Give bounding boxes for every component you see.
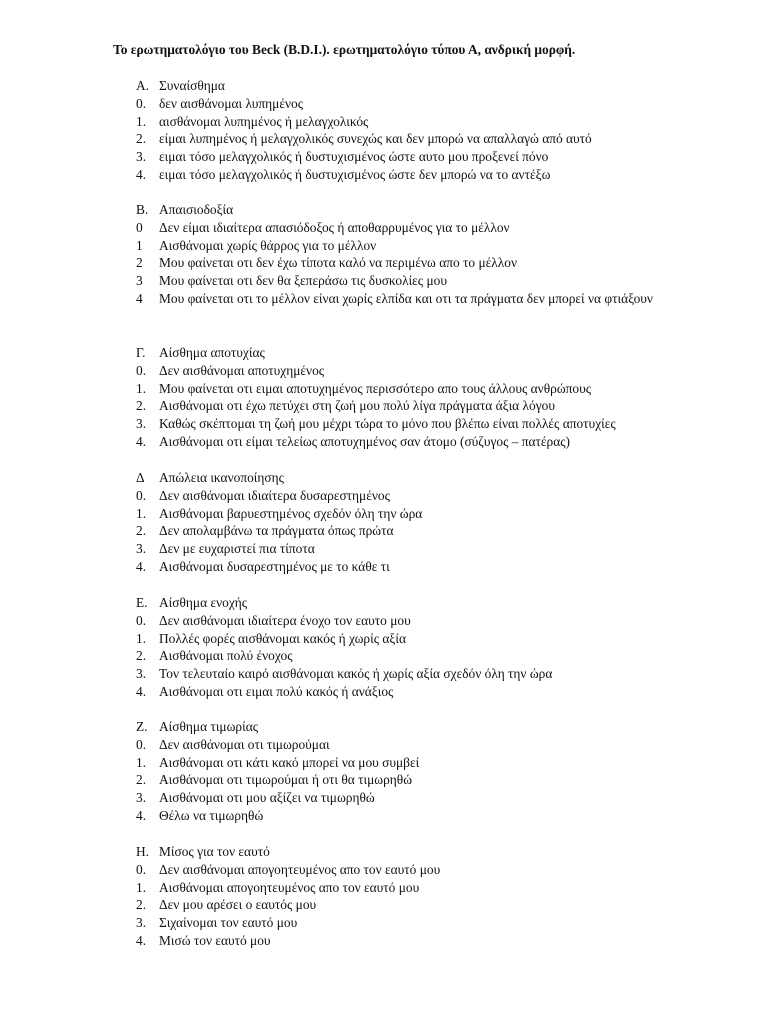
item-text: Δεν αισθάνομαι οτι τιμωρούμαι [159, 736, 330, 752]
item-text: ειμαι τόσο μελαγχολικός ή δυστυχισμένος ώστε δεν μπορώ να το αντέξω [159, 166, 551, 182]
item-text: Πολλές φορές αισθάνομαι κακός ή χωρίς αξία [159, 630, 406, 646]
section-heading-row [136, 469, 696, 487]
list-item [136, 665, 696, 683]
item-number: 4. [136, 932, 147, 948]
item-text: Σιχαίνομαι τον εαυτό μου [159, 915, 298, 931]
section-feeling [136, 77, 696, 184]
item-text: είμαι λυπημένος ή μελαγχολικός συνεχώς και δεν μπορώ να απαλλαγώ από αυτό [159, 131, 592, 147]
list-item [136, 130, 696, 148]
item-text: Αισθάνομαι οτι τιμωρούμαι ή οτι θα τιμωρηθώ [159, 772, 413, 788]
section-heading: Απώλεια ικανοποίησης [159, 470, 284, 485]
item-text: αισθάνομαι λυπημένος ή μελαγχολικός [159, 113, 369, 129]
item-number: 0. [136, 362, 147, 378]
section-letter: Δ [136, 470, 145, 485]
item-number: 2. [136, 897, 147, 913]
item-number: 3. [136, 416, 147, 432]
list-item [136, 736, 696, 754]
item-number: 1. [136, 380, 147, 396]
list-item [136, 540, 696, 558]
section-heading-row [136, 718, 696, 736]
item-number: 2. [136, 523, 147, 539]
list-item [136, 896, 696, 914]
section-self-hatred [136, 843, 696, 950]
item-text: Δεν απολαμβάνω τα πράγματα όπως πρώτα [159, 523, 394, 539]
item-number: 2. [136, 772, 147, 788]
section-heading: Αίσθημα αποτυχίας [159, 345, 265, 360]
item-text: Αισθάνομαι οτι έχω πετύχει στη ζωή μου πολύ λίγα πράγματα άξια λόγου [159, 398, 555, 414]
section-letter: Β. [136, 202, 149, 217]
item-text: Αισθάνομαι πολύ ένοχος [159, 648, 293, 664]
item-number: 1. [136, 630, 147, 646]
item-text: Δεν με ευχαριστεί πια τίποτα [159, 541, 315, 557]
section-failure [136, 344, 696, 451]
item-number: 4. [136, 683, 147, 699]
item-number: 0. [136, 861, 147, 877]
section-heading-row [136, 594, 696, 612]
list-item [136, 558, 696, 576]
section-loss-of-satisfaction [136, 469, 696, 576]
item-number: 1. [136, 879, 147, 895]
item-number: 1. [136, 113, 147, 129]
item-text: Μισώ τον εαυτό μου [159, 932, 271, 948]
item-number: 3. [136, 666, 147, 682]
item-number: 3. [136, 541, 147, 557]
section-guilt [136, 594, 696, 701]
item-number: 0. [136, 95, 147, 111]
section-heading: Μίσος για τον εαυτό [159, 844, 270, 859]
item-number: 1. [136, 505, 147, 521]
item-number: 0. [136, 612, 147, 628]
item-number: 0. [136, 487, 147, 503]
section-heading-row [136, 344, 696, 362]
item-text: δεν αισθάνομαι λυπημένος [159, 95, 303, 111]
item-number: 3 [136, 273, 143, 289]
item-number: 0. [136, 736, 147, 752]
item-text: Αισθάνομαι βαρυεστημένος σχεδόν όλη την ώρα [159, 505, 423, 521]
item-number: 3. [136, 915, 147, 931]
document-title: Το ερωτηματολόγιο του Beck (B.D.I.). ερωτηματολόγιο τύπου Α, ανδρική μορφή. [113, 42, 576, 57]
list-item [136, 771, 696, 789]
section-letter: Η. [136, 844, 150, 859]
item-text: Μου φαίνεται οτι το μέλλον είναι χωρίς ελπίδα και οτι τα πράγματα δεν μπορεί να φτιάξουν [159, 290, 653, 306]
list-item [136, 433, 696, 451]
list-item [136, 113, 696, 131]
section-letter: Α. [136, 78, 150, 93]
item-number: 4. [136, 558, 147, 574]
item-number: 1 [136, 237, 143, 253]
list-item [136, 362, 696, 380]
section-letter: Ε. [136, 595, 148, 610]
section-letter: Γ. [136, 345, 146, 360]
list-item [136, 148, 696, 166]
section-letter: Ζ. [136, 719, 148, 734]
list-item [136, 166, 696, 184]
item-number: 1. [136, 754, 147, 770]
item-text: Θέλω να τιμωρηθώ [159, 807, 264, 823]
item-text: Αισθάνομαι δυσαρεστημένος με το κάθε τι [159, 558, 390, 574]
list-item [136, 487, 696, 505]
section-heading-row [136, 201, 696, 219]
list-item [136, 290, 696, 308]
section-heading: Αίσθημα ενοχής [159, 595, 248, 610]
item-text: Δεν αισθάνομαι αποτυχημένος [159, 362, 325, 378]
item-text: Τον τελευταίο καιρό αισθάνομαι κακός ή χωρίς αξία σχεδόν όλη την ώρα [159, 666, 553, 682]
item-number: 2. [136, 131, 147, 147]
section-pessimism [136, 201, 696, 308]
item-text: Δεν μου αρέσει ο εαυτός μου [159, 897, 317, 913]
item-text: ειμαι τόσο μελαγχολικός ή δυστυχισμένος ώστε αυτο μου προξενεί πόνο [159, 149, 549, 165]
item-text: Αισθάνομαι οτι είμαι τελείως αποτυχημένος σαν άτομο (σύζυγος – πατέρας) [159, 433, 571, 449]
item-text: Αισθάνομαι οτι κάτι κακό μπορεί να μου συμβεί [159, 754, 420, 770]
list-item [136, 807, 696, 825]
item-number: 2 [136, 255, 143, 271]
item-text: Δεν αισθάνομαι απογοητευμένος απο τον εαυτό μου [159, 861, 441, 877]
list-item [136, 914, 696, 932]
list-item [136, 522, 696, 540]
section-punishment [136, 718, 696, 825]
item-number: 3. [136, 149, 147, 165]
section-heading-row [136, 77, 696, 95]
item-number: 4. [136, 807, 147, 823]
item-text: Αισθάνομαι οτι μου αξίζει να τιμωρηθώ [159, 790, 375, 806]
section-heading: Αίσθημα τιμωρίας [159, 719, 259, 734]
item-number: 4. [136, 433, 147, 449]
list-item [136, 397, 696, 415]
item-number: 4. [136, 166, 147, 182]
item-number: 0 [136, 219, 143, 235]
item-text: Μου φαίνεται οτι ειμαι αποτυχημένος περισσότερο απο τους άλλους ανθρώπους [159, 380, 592, 396]
item-text: Μου φαίνεται οτι δεν θα ξεπεράσω τις δυσκολίες μου [159, 273, 447, 289]
list-item [136, 879, 696, 897]
list-item [136, 630, 696, 648]
list-item [136, 219, 696, 237]
list-item [136, 861, 696, 879]
list-item [136, 237, 696, 255]
list-item [136, 612, 696, 630]
section-heading: Απαισιοδοξία [159, 202, 234, 217]
item-text: Αισθάνομαι χωρίς θάρρος για το μέλλον [159, 237, 377, 253]
list-item [136, 505, 696, 523]
item-number: 4 [136, 290, 143, 306]
list-item [136, 683, 696, 701]
list-item [136, 789, 696, 807]
item-text: Αισθάνομαι οτι ειμαι πολύ κακός ή ανάξιος [159, 683, 394, 699]
section-heading-row [136, 843, 696, 861]
list-item [136, 647, 696, 665]
item-text: Καθώς σκέπτομαι τη ζωή μου μέχρι τώρα το μόνο που βλέπω είναι πολλές αποτυχίες [159, 416, 616, 432]
item-text: Δεν είμαι ιδιαίτερα απασιόδοξος ή αποθαρρυμένος για το μέλλον [159, 219, 510, 235]
item-number: 3. [136, 790, 147, 806]
section-heading: Συναίσθημα [159, 78, 225, 93]
item-text: Δεν αισθάνομαι ιδιαίτερα δυσαρεστημένος [159, 487, 390, 503]
item-number: 2. [136, 398, 147, 414]
list-item [136, 415, 696, 433]
list-item [136, 932, 696, 950]
item-text: Αισθάνομαι απογοητευμένος απο τον εαυτό μου [159, 879, 420, 895]
item-number: 2. [136, 648, 147, 664]
list-item [136, 95, 696, 113]
list-item [136, 754, 696, 772]
list-item [136, 254, 696, 272]
item-text: Δεν αισθάνομαι ιδιαίτερα ένοχο τον εαυτο μου [159, 612, 411, 628]
item-text: Μου φαίνεται οτι δεν έχω τίποτα καλό να περιμένω απο το μέλλον [159, 255, 517, 271]
list-item [136, 380, 696, 398]
list-item [136, 272, 696, 290]
